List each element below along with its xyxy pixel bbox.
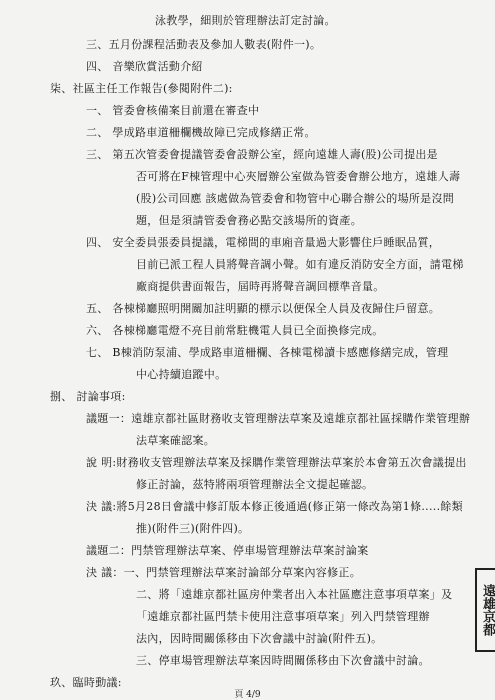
text-line: 七、 B棟消防泵浦、學成路車道柵欄、各棟電梯讀卡感應修繕完成，管理 — [86, 346, 449, 359]
text-line: 二、將「遠雄京都社區房仲業者出入本社區應注意事項草案」及 — [136, 588, 453, 601]
text-line: 一、 管委會核備案目前還在審查中 — [86, 104, 260, 117]
text-line: 三、停車場管理辦法草案因時間關係移由下次會議中討論。 — [136, 654, 430, 667]
text-line: 目前已派工程人員將聲音調小聲。如有違反消防安全方面，請電梯 — [136, 258, 464, 271]
text-line: 六、 各棟梯廳電燈不亮目前常駐機電人員已全面換修完成。 — [86, 324, 384, 337]
section-heading: 柒、社區主任工作報告(參閱附件二): — [50, 82, 233, 95]
text-line: (股)公司回應 該處做為管委會和物管中心聯合辦公的場所是沒問 — [136, 192, 455, 205]
text-line: 議題一：遠雄京都社區財務收支管理辦法草案及遠雄京都社區採購作業管理辦 — [86, 412, 471, 425]
text-line: 廠商提供書面報告，屆時再將聲音調回標準音量。 — [136, 280, 385, 293]
text-line: 三、五月份課程活動表及參加人數表(附件一)。 — [86, 38, 322, 51]
text-line: 修正討論，茲特將兩項管理辦法全文提起確認。 — [136, 478, 374, 491]
page-number: 頁 4/9 — [234, 690, 261, 700]
text-line: 議題二：門禁管理辦法草案、停車場管理辦法草案討論案 — [86, 544, 369, 557]
text-line: 四、 音樂欣賞活動介紹 — [86, 60, 203, 73]
text-line: 四、 安全委員張委員提議，電梯間的車廂音量過大影響住戶睡眠品質， — [86, 236, 441, 249]
text-line: 泳教學，細則於管理辦法訂定討論。 — [155, 14, 336, 27]
text-line: 說 明:財務收支管理辦法草案及採購作業管理辦法草案於本會第五次會議提出 — [86, 456, 467, 469]
text-line: 法草案確認案。 — [136, 434, 216, 447]
section-heading: 玖、臨時動議: — [50, 676, 122, 689]
text-line: 五、 各棟梯廳照明開關加註明顯的標示以便保全人員及夜歸住戶留意。 — [86, 302, 441, 315]
text-line: 否可將在F棟管理中心夾層辦公室做為管委會辦公地方，遠雄人壽 — [136, 170, 461, 183]
text-line: 三、 第五次管委會提議管委會設辦公室，經向遠雄人壽(股)公司提出是 — [86, 148, 438, 161]
text-line: 二、 學成路車道柵欄機故障已完成修繕正常。 — [86, 126, 316, 139]
seal-stamp: 遠雄京都 — [475, 568, 495, 652]
section-heading: 捌、 討論事項: — [50, 390, 126, 403]
text-line: 推)(附件三)(附件四)。 — [136, 522, 250, 535]
text-line: 法內，因時間關係移由下次會議中討論(附件五)。 — [136, 632, 383, 645]
text-line: 「遠雄京都社區門禁卡使用注意事項草案」列入門禁管理辦 — [136, 610, 430, 623]
text-line: 決 議：一、門禁管理辦法草案討論部分草案內容修正。 — [86, 566, 361, 579]
text-line: 決 議:將5月28日會議中修訂版本修正後通過(修正第一條改為第1條.....餘類 — [86, 500, 463, 513]
text-line: 題，但是須請管委會務必點交該場所的資產。 — [136, 214, 362, 227]
text-line: 中心持續追蹤中。 — [136, 368, 227, 381]
